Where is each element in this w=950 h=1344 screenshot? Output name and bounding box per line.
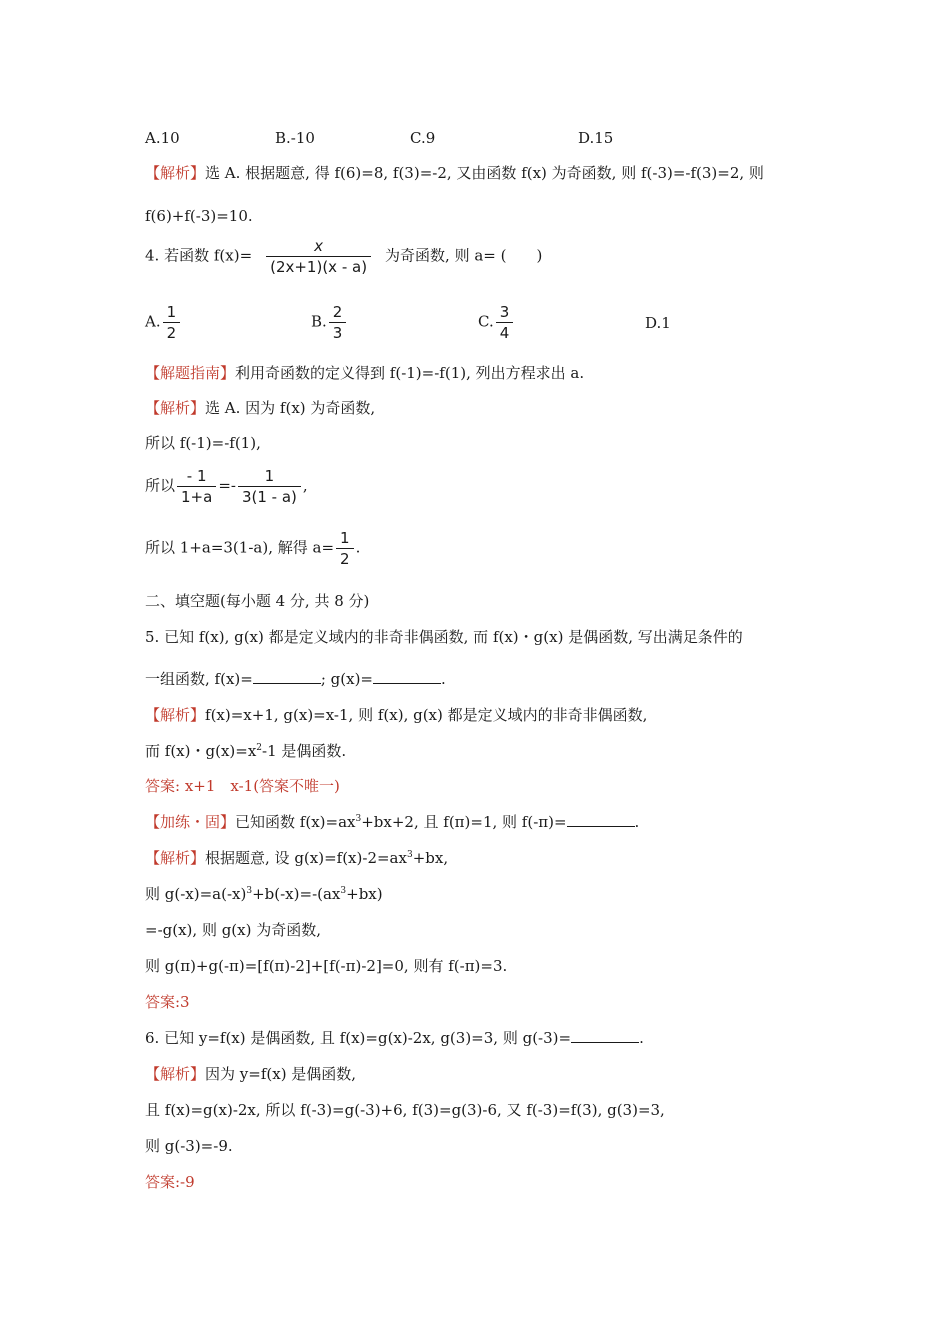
fraction-denominator: 1+a	[177, 486, 216, 507]
text: ; g(x)=	[320, 670, 373, 688]
text: +bx+2, 且 f(π)=1, 则 f(-π)=	[361, 813, 567, 831]
fraction-numerator: 3	[499, 303, 510, 321]
solution-tag: 【解析】	[145, 1065, 206, 1083]
fraction-numerator: 1	[166, 303, 177, 321]
q5-question-line2	[145, 669, 446, 689]
hint-tag: 【解题指南】	[145, 364, 236, 382]
solution-tag: 【解析】	[145, 399, 206, 417]
q4-solution-text: 选 A. 因为 f(x) 为奇函数,	[205, 399, 376, 417]
q4-option-d: D.1	[645, 314, 671, 332]
q4-option-a-label: A.	[145, 312, 161, 331]
text: 根据题意, 设 g(x)=f(x)-2=ax	[205, 849, 407, 867]
q4-option-b	[311, 302, 348, 343]
text: +bx,	[412, 849, 449, 867]
text: .	[355, 538, 361, 557]
q4-fraction-numerator: x	[314, 237, 324, 255]
practice-solution-line1	[145, 848, 448, 868]
text: 6. 已知 y=f(x) 是偶函数, 且 f(x)=g(x)-2x, g(3)=3, 则 g(-3)=	[145, 1029, 572, 1047]
fraction-denominator: 2	[163, 322, 181, 343]
q4-solution-answer-fraction	[336, 528, 354, 569]
q4-option-b-label: B.	[311, 312, 327, 331]
q3-option-d: D.15	[578, 129, 614, 147]
q3-option-c: C.9	[410, 129, 436, 147]
q6-question	[145, 1028, 644, 1048]
practice-solution-line4: 则 g(π)+g(-π)=[f(π)-2]+[f(-π)-2]=0, 则有 f(-π)=3.	[145, 957, 508, 975]
text: 所以 1+a=3(1-a), 解得 a=	[145, 538, 335, 557]
q4-solution-line4	[145, 528, 360, 569]
superscript: 3	[355, 814, 362, 824]
q4-option-a	[145, 302, 182, 343]
fraction-denominator: 4	[496, 322, 514, 343]
fraction-numerator: 1	[340, 529, 350, 547]
q3-option-a: A.10	[145, 129, 180, 147]
q5-question-line1: 5. 已知 f(x), g(x) 都是定义域内的非奇非偶函数, 而 f(x)・g(x) 是偶函数, 写出满足条件的	[145, 628, 743, 646]
practice-tag: 【加练・固】	[145, 813, 236, 831]
q6-answer: 答案:-9	[145, 1173, 195, 1191]
text: 而 f(x)・g(x)=x	[145, 742, 257, 760]
q4-fraction	[254, 236, 383, 277]
text: +bx)	[346, 885, 383, 903]
text: .	[634, 813, 640, 831]
fraction-numerator: - 1	[186, 467, 207, 485]
q6-solution-line1	[145, 1064, 356, 1084]
q4-solution-fraction-1	[177, 466, 216, 507]
answer-blank[interactable]	[571, 1028, 639, 1043]
answer-blank[interactable]	[373, 669, 441, 684]
fraction-numerator: 1	[264, 467, 275, 485]
practice-answer: 答案:3	[145, 993, 190, 1011]
q6-solution-line3: 则 g(-3)=-9.	[145, 1137, 233, 1155]
superscript: 3	[340, 886, 347, 896]
fraction-denominator: 2	[336, 548, 354, 569]
q4-hint-text: 利用奇函数的定义得到 f(-1)=-f(1), 列出方程求出 a.	[235, 364, 585, 382]
q4-question	[145, 236, 542, 277]
q4-solution-line1	[145, 398, 375, 418]
text: +b(-x)=-(ax	[252, 885, 341, 903]
q5-answer: 答案: x+1 x-1(答案不唯一)	[145, 777, 340, 795]
fraction-numerator: 2	[332, 303, 343, 321]
fraction-denominator: 3(1 - a)	[238, 486, 301, 507]
superscript: 2	[256, 743, 263, 753]
text: .	[440, 670, 446, 688]
q4-option-a-fraction	[163, 302, 181, 343]
text: .	[639, 1029, 644, 1047]
q4-fraction-denominator: (2x+1)(x - a)	[266, 256, 371, 277]
text: 已知函数 f(x)=ax	[235, 813, 356, 831]
section-heading: 二、填空题(每小题 4 分, 共 8 分)	[145, 592, 370, 610]
equals-sign: =-	[218, 476, 236, 495]
q3-solution-line2: f(6)+f(-3)=10.	[145, 207, 253, 225]
q6-solution-text: 因为 y=f(x) 是偶函数,	[205, 1065, 357, 1083]
q4-option-c	[478, 302, 515, 343]
q5-solution-text: f(x)=x+1, g(x)=x-1, 则 f(x), g(x) 都是定义域内的非奇非偶函数,	[205, 706, 648, 724]
q3-option-b: B.-10	[275, 129, 315, 147]
solution-tag: 【解析】	[145, 164, 206, 182]
q4-solution-line3	[145, 466, 308, 507]
solution-tag: 【解析】	[145, 706, 206, 724]
practice-solution-line3: =-g(x), 则 g(x) 为奇函数,	[145, 921, 322, 939]
q4-hint	[145, 363, 584, 383]
text: 则 g(-x)=a(-x)	[145, 885, 247, 903]
solution-tag: 【解析】	[145, 849, 206, 867]
answer-blank[interactable]	[253, 669, 321, 684]
q3-solution-text: 选 A. 根据题意, 得 f(6)=8, f(3)=-2, 又由函数 f(x) 为奇函数, 则 f(-3)=-f(3)=2, 则	[205, 164, 764, 182]
text: ,	[302, 476, 308, 495]
q3-solution-line1	[145, 163, 764, 183]
q4-option-c-label: C.	[478, 312, 494, 331]
text: 所以	[145, 476, 176, 495]
q5-solution-line2	[145, 741, 346, 761]
q4-solution-line2: 所以 f(-1)=-f(1),	[145, 434, 261, 452]
q4-option-c-fraction	[496, 302, 514, 343]
fraction-denominator: 3	[329, 322, 347, 343]
q5-solution-line1	[145, 705, 647, 725]
practice-question	[145, 812, 639, 832]
text: -1 是偶函数.	[262, 742, 347, 760]
text: 一组函数, f(x)=	[145, 670, 253, 688]
superscript: 3	[246, 886, 253, 896]
q4-option-b-fraction	[329, 302, 347, 343]
q6-solution-line2: 且 f(x)=g(x)-2x, 所以 f(-3)=g(-3)+6, f(3)=g(3)-6, 又 f(-3)=f(3), g(3)=3,	[145, 1101, 665, 1119]
q4-solution-fraction-2	[238, 466, 301, 507]
q4-suffix: 为奇函数, 则 a= ( )	[385, 246, 543, 265]
q4-prefix: 4. 若函数 f(x)=	[145, 246, 253, 265]
superscript: 3	[406, 850, 413, 860]
answer-blank[interactable]	[567, 812, 635, 827]
practice-solution-line2	[145, 884, 383, 904]
